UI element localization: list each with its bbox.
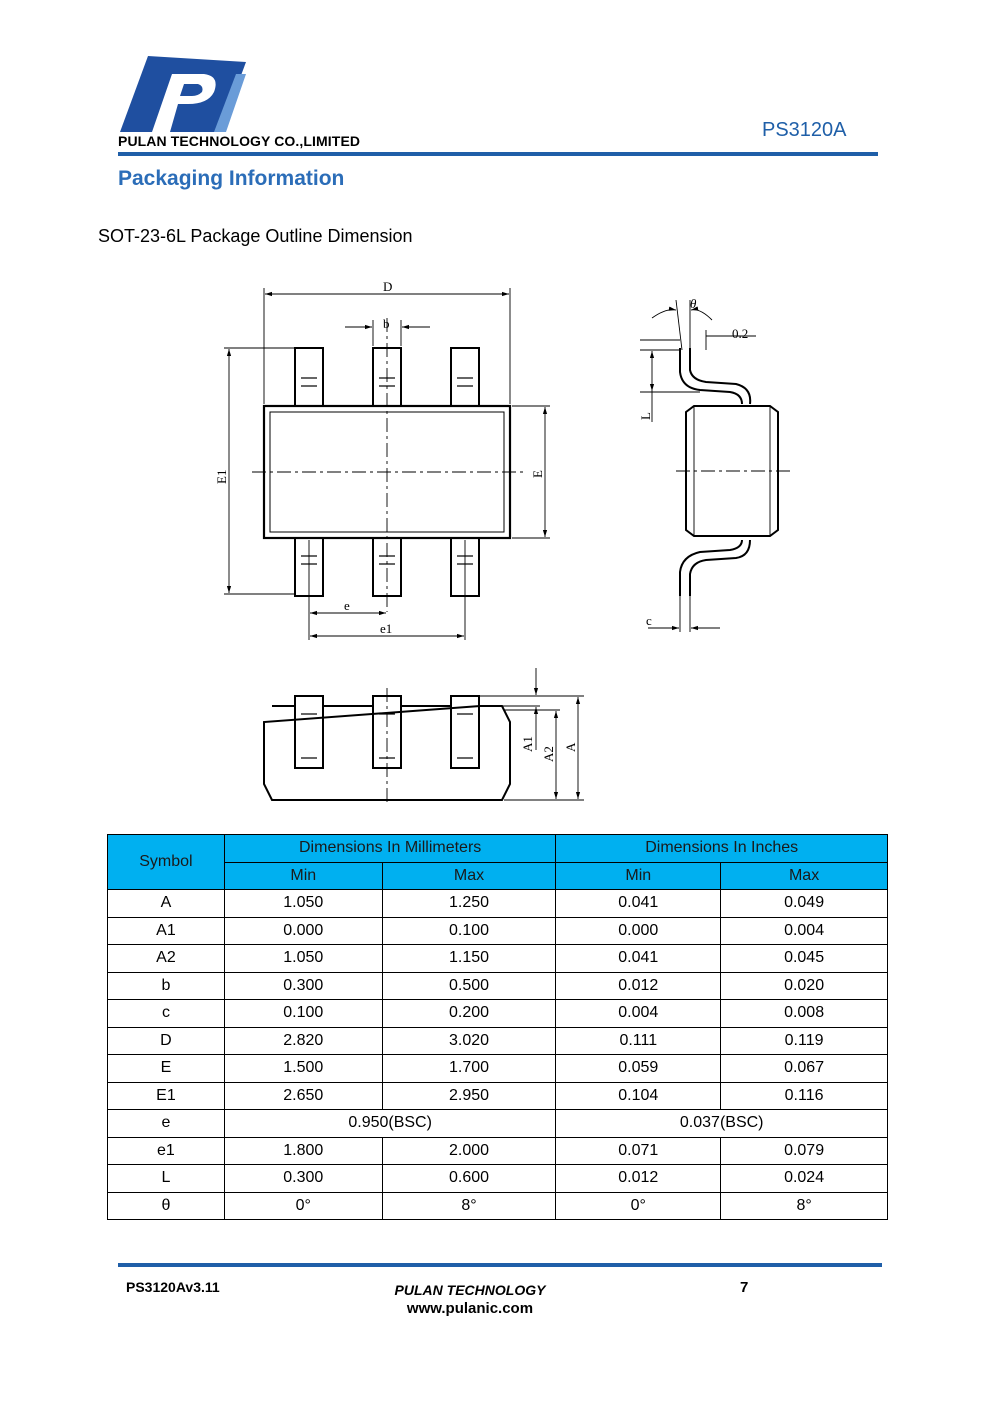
cell-in-min: 0.004 (556, 1000, 721, 1028)
cell-mm-min: 0.300 (224, 1165, 382, 1193)
cell-mm-max: 3.020 (382, 1027, 556, 1055)
cell-mm-max: 2.950 (382, 1082, 556, 1110)
cell-mm-min: 0° (224, 1192, 382, 1220)
cell-mm-max: 2.000 (382, 1137, 556, 1165)
cell-symbol: c (108, 1000, 225, 1028)
cell-in-max: 8° (721, 1192, 888, 1220)
cell-in-min: 0.041 (556, 945, 721, 973)
cell-in-min: 0.111 (556, 1027, 721, 1055)
cell-symbol: E1 (108, 1082, 225, 1110)
label-L: L (638, 412, 653, 420)
label-e1: e1 (380, 621, 393, 636)
label-gauge: 0.2 (732, 326, 749, 341)
cell-in-max: 0.116 (721, 1082, 888, 1110)
cell-mm-max: 0.100 (382, 917, 556, 945)
cell-symbol: e1 (108, 1137, 225, 1165)
cell-in-min: 0.071 (556, 1137, 721, 1165)
top-view (224, 288, 550, 640)
part-number: PS3120A (762, 119, 847, 141)
cell-mm-bsc: 0.950(BSC) (224, 1110, 556, 1138)
cell-in-max: 0.067 (721, 1055, 888, 1083)
cell-in-min: 0.104 (556, 1082, 721, 1110)
inch-header: Dimensions In Inches (556, 835, 888, 863)
footer-url: www.pulanic.com (406, 1300, 534, 1317)
cell-mm-max: 1.250 (382, 890, 556, 918)
label-A2: A2 (541, 746, 556, 762)
footer-brand: PULAN TECHNOLOGY (394, 1282, 546, 1298)
cell-symbol: e (108, 1110, 225, 1138)
table-row (108, 1110, 888, 1138)
cell-in-min: 0.041 (556, 890, 721, 918)
cell-symbol: E (108, 1055, 225, 1083)
cell-in-max: 0.008 (721, 1000, 888, 1028)
footer-version: PS3120Av3.11 (126, 1279, 220, 1295)
label-e: e (344, 598, 350, 613)
table-row (108, 1055, 888, 1083)
cell-in-max: 0.004 (721, 917, 888, 945)
side-view (640, 300, 790, 632)
cell-symbol: A2 (108, 945, 225, 973)
cell-mm-min: 0.300 (224, 972, 382, 1000)
cell-in-min: 0.012 (556, 1165, 721, 1193)
label-E1: E1 (214, 469, 229, 484)
table-row (108, 1137, 888, 1165)
table-row (108, 1165, 888, 1193)
in-min-header: Min (556, 862, 721, 890)
cell-in-max: 0.020 (721, 972, 888, 1000)
cell-mm-min: 1.800 (224, 1137, 382, 1165)
cell-in-max: 0.119 (721, 1027, 888, 1055)
cell-in-max: 0.045 (721, 945, 888, 973)
mm-min-header: Min (224, 862, 382, 890)
cell-mm-max: 8° (382, 1192, 556, 1220)
cell-in-min: 0.012 (556, 972, 721, 1000)
cell-mm-max: 0.600 (382, 1165, 556, 1193)
cell-in-max: 0.079 (721, 1137, 888, 1165)
dimensions-table (107, 834, 888, 1220)
in-max-header: Max (721, 862, 888, 890)
footer-rule (118, 1263, 882, 1267)
page-number: 7 (740, 1279, 749, 1296)
cell-mm-min: 0.000 (224, 917, 382, 945)
cell-symbol: θ (108, 1192, 225, 1220)
cell-symbol: L (108, 1165, 225, 1193)
mm-max-header: Max (382, 862, 556, 890)
cell-in-min: 0.059 (556, 1055, 721, 1083)
cell-symbol: A (108, 890, 225, 918)
label-E: E (530, 470, 545, 478)
table-row (108, 1000, 888, 1028)
front-view (264, 668, 584, 806)
company-name: PULAN TECHNOLOGY CO.,LIMITED (118, 133, 361, 149)
table-row (108, 890, 888, 918)
table-row (108, 1082, 888, 1110)
table-row (108, 972, 888, 1000)
label-A1: A1 (520, 736, 535, 752)
cell-mm-min: 1.050 (224, 945, 382, 973)
table-row (108, 1192, 888, 1220)
label-c: c (646, 613, 652, 628)
cell-mm-min: 2.650 (224, 1082, 382, 1110)
table-row (108, 917, 888, 945)
cell-mm-min: 2.820 (224, 1027, 382, 1055)
label-theta: θ (690, 296, 697, 311)
table-row (108, 1027, 888, 1055)
cell-in-max: 0.049 (721, 890, 888, 918)
package-subtitle: SOT-23-6L Package Outline Dimension (98, 226, 413, 246)
section-title: Packaging Information (118, 167, 345, 190)
cell-symbol: b (108, 972, 225, 1000)
cell-in-min: 0.000 (556, 917, 721, 945)
label-b: b (383, 316, 390, 331)
label-D: D (383, 279, 393, 294)
cell-mm-min: 1.500 (224, 1055, 382, 1083)
cell-in-min: 0° (556, 1192, 721, 1220)
mm-header: Dimensions In Millimeters (224, 835, 556, 863)
label-A: A (563, 742, 578, 752)
table-row (108, 945, 888, 973)
cell-in-bsc: 0.037(BSC) (556, 1110, 888, 1138)
cell-symbol: A1 (108, 917, 225, 945)
cell-mm-max: 1.700 (382, 1055, 556, 1083)
cell-mm-max: 0.200 (382, 1000, 556, 1028)
cell-mm-min: 0.100 (224, 1000, 382, 1028)
cell-symbol: D (108, 1027, 225, 1055)
cell-mm-max: 0.500 (382, 972, 556, 1000)
symbol-header: Symbol (108, 835, 225, 890)
cell-mm-max: 1.150 (382, 945, 556, 973)
cell-mm-min: 1.050 (224, 890, 382, 918)
cell-in-max: 0.024 (721, 1165, 888, 1193)
